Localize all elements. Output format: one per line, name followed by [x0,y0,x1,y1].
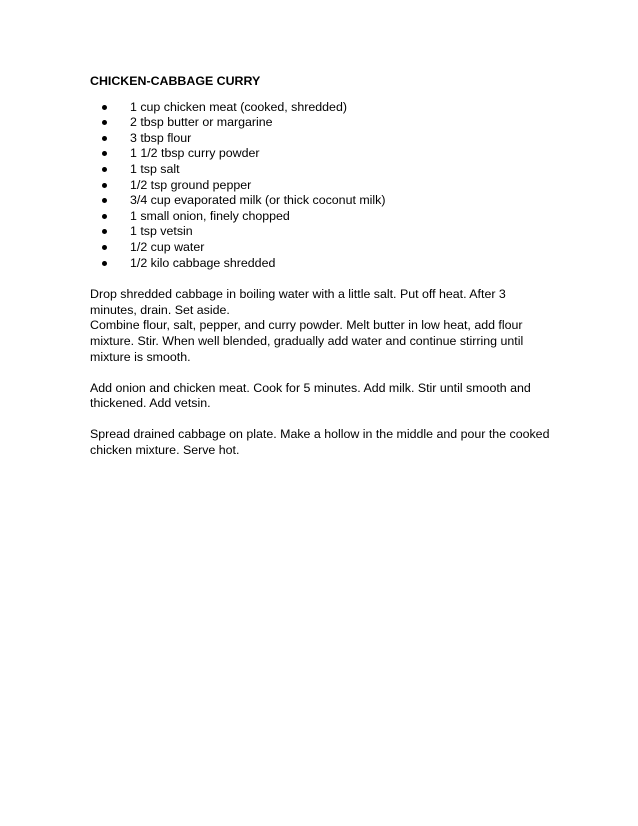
ingredient-item [102,115,550,131]
ingredient-text: 1 small onion, finely chopped [130,208,290,223]
instruction-paragraph: Combine flour, salt, pepper, and curry powder. Melt butter in low heat, add flour mixture. Stir. When well blended, gradually add water and continue stirring until mixture is smooth. [90,318,524,364]
ingredient-text: 1 1/2 tbsp curry powder [130,146,260,161]
bullet-icon [102,136,107,141]
bullet-icon [102,214,107,219]
ingredient-text: 1/2 tsp ground pepper [130,177,252,192]
ingredient-item [102,209,550,225]
ingredient-item [102,178,550,194]
ingredient-item [102,131,550,147]
bullet-icon [102,167,107,172]
ingredient-item [102,100,550,116]
ingredient-item [102,224,550,240]
ingredient-text: 1 tsp salt [130,161,180,176]
ingredient-text: 3 tbsp flour [130,130,192,145]
bullet-icon [102,229,107,234]
ingredient-text: 1/2 kilo cabbage shredded [130,255,276,270]
ingredient-text: 1 tsp vetsin [130,224,193,239]
bullet-icon [102,245,107,250]
ingredient-item [102,146,550,162]
ingredient-text: 2 tbsp butter or margarine [130,115,273,130]
ingredient-item [102,240,550,256]
ingredient-item [102,256,550,272]
bullet-icon [102,261,107,266]
bullet-icon [102,151,107,156]
instruction-paragraph: Spread drained cabbage on plate. Make a hollow in the middle and pour the cooked chicken mixture. Serve hot. [90,427,550,458]
ingredient-item [102,162,550,178]
bullet-icon [102,105,107,110]
bullet-icon [102,183,107,188]
instruction-paragraph: Drop shredded cabbage in boiling water with a little salt. Put off heat. After 3 minutes, drain. Set aside. [90,287,506,317]
bullet-icon [102,198,107,203]
ingredient-text: 1 cup chicken meat (cooked, shredded) [130,99,347,114]
ingredient-text: 3/4 cup evaporated milk (or thick coconut milk) [130,193,386,208]
recipe-title: CHICKEN-CABBAGE CURRY [90,74,261,88]
ingredient-item [102,193,550,209]
recipe-content [90,74,550,459]
instruction-paragraph: Add onion and chicken meat. Cook for 5 minutes. Add milk. Stir until smooth and thickened. Add vetsin. [90,380,531,411]
bullet-icon [102,120,107,125]
ingredient-list [90,100,550,272]
ingredient-text: 1/2 cup water [130,239,205,254]
